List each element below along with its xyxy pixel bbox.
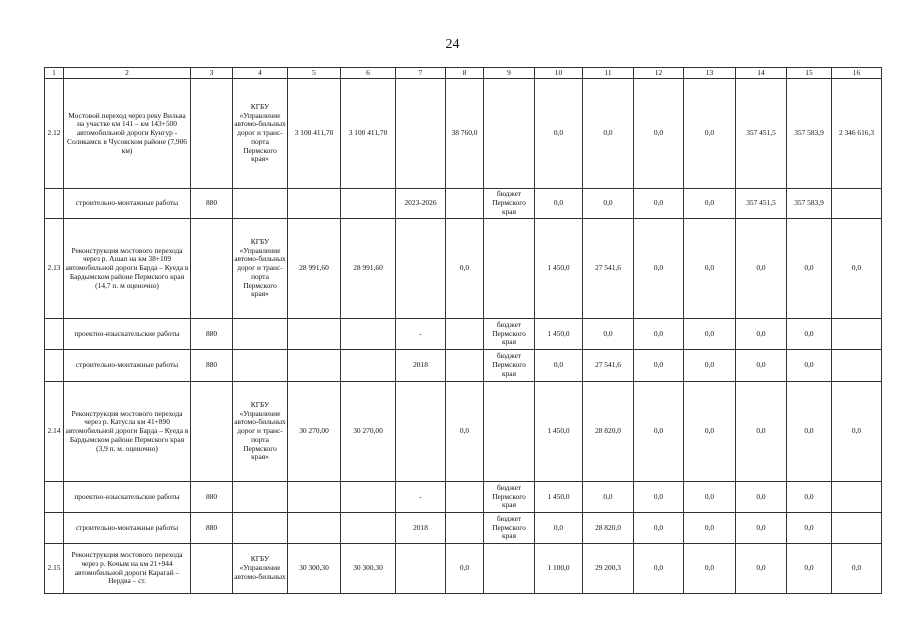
customer-cell: КГБУ «Управление автомо-бильных дорог и транс-порта Пермского края» — [233, 382, 288, 482]
amount-cell: 1 100,0 — [535, 544, 583, 594]
period-cell: 2023-2026 — [396, 189, 446, 219]
amount-cell: 0,0 — [832, 219, 882, 319]
object-name-cell: Мостовой переход через реку Вильва на участке км 141 – км 143+500 автомобильной дороги Кунгур - Соликамск в Чусовском районе (7,906 км) — [64, 79, 191, 189]
amount-cell: 0,0 — [736, 319, 787, 350]
amount-cell — [288, 482, 341, 513]
amount-cell: 0,0 — [535, 513, 583, 544]
amount-cell: 28 991,60 — [341, 219, 396, 319]
amount-cell: 0,0 — [684, 350, 736, 382]
amount-cell: 0,0 — [832, 544, 882, 594]
amount-cell: 0,0 — [446, 382, 484, 482]
amount-cell: 0,0 — [832, 382, 882, 482]
amount-cell: 0,0 — [684, 219, 736, 319]
amount-cell: 0,0 — [634, 513, 684, 544]
item-number-cell: 2.12 — [45, 79, 64, 189]
amount-cell: 0,0 — [634, 79, 684, 189]
column-number: 7 — [396, 68, 446, 79]
column-number: 2 — [64, 68, 191, 79]
amount-cell: 28 991,60 — [288, 219, 341, 319]
period-cell — [396, 79, 446, 189]
amount-cell — [446, 189, 484, 219]
amount-cell: 1 450,0 — [535, 482, 583, 513]
amount-cell: 0,0 — [634, 482, 684, 513]
amount-cell: 0,0 — [446, 544, 484, 594]
work-stage-row — [45, 319, 882, 350]
amount-cell — [341, 319, 396, 350]
amount-cell: 2 346 616,3 — [832, 79, 882, 189]
code-cell — [191, 79, 233, 189]
amount-cell: 38 760,0 — [446, 79, 484, 189]
amount-cell: 0,0 — [634, 544, 684, 594]
amount-cell: 0,0 — [684, 382, 736, 482]
amount-cell: 0,0 — [634, 319, 684, 350]
customer-cell — [233, 189, 288, 219]
amount-cell: 357 583,9 — [787, 79, 832, 189]
amount-cell: 0,0 — [787, 382, 832, 482]
amount-cell: 0,0 — [634, 189, 684, 219]
amount-cell: 0,0 — [736, 350, 787, 382]
amount-cell — [832, 482, 882, 513]
code-cell: 880 — [191, 319, 233, 350]
funding-source-cell: бюджет Пермского края — [484, 350, 535, 382]
amount-cell — [832, 319, 882, 350]
column-number: 10 — [535, 68, 583, 79]
amount-cell — [288, 319, 341, 350]
amount-cell: 0,0 — [446, 219, 484, 319]
amount-cell: 28 820,0 — [583, 382, 634, 482]
amount-cell — [832, 189, 882, 219]
work-type-cell: проектно-изыскательские работы — [64, 319, 191, 350]
funding-source-cell: бюджет Пермского края — [484, 189, 535, 219]
amount-cell: 1 450,0 — [535, 319, 583, 350]
code-cell: 880 — [191, 189, 233, 219]
amount-cell: 0,0 — [787, 544, 832, 594]
funding-source-cell: бюджет Пермского края — [484, 513, 535, 544]
amount-cell: 1 450,0 — [535, 219, 583, 319]
work-stage-row — [45, 350, 882, 382]
funding-source-cell: бюджет Пермского края — [484, 319, 535, 350]
amount-cell: 0,0 — [736, 482, 787, 513]
item-number-cell — [45, 189, 64, 219]
column-number: 13 — [684, 68, 736, 79]
amount-cell — [288, 513, 341, 544]
column-number: 3 — [191, 68, 233, 79]
column-number: 11 — [583, 68, 634, 79]
amount-cell — [446, 319, 484, 350]
code-cell: 880 — [191, 513, 233, 544]
period-cell — [396, 382, 446, 482]
page-number: 24 — [445, 37, 460, 52]
amount-cell: 357 583,9 — [787, 189, 832, 219]
work-stage-row — [45, 189, 882, 219]
period-cell: 2018 — [396, 513, 446, 544]
column-number: 5 — [288, 68, 341, 79]
work-type-cell: строительно-монтажные работы — [64, 350, 191, 382]
amount-cell: 0,0 — [535, 189, 583, 219]
amount-cell — [341, 513, 396, 544]
object-name-cell: Реконструкция мостового перехода через р. Ашап на км 38+109 автомобильной дороги Барда – Куеда в Бардымском районе Пермского края (14,7 п. м оценочно) — [64, 219, 191, 319]
column-number: 4 — [233, 68, 288, 79]
work-type-cell: проектно-изыскательские работы — [64, 482, 191, 513]
code-cell — [191, 544, 233, 594]
investment-table — [44, 67, 882, 594]
amount-cell: 0,0 — [684, 482, 736, 513]
item-number-cell — [45, 482, 64, 513]
funding-source-cell — [484, 544, 535, 594]
project-row — [45, 544, 882, 594]
amount-cell: 0,0 — [684, 513, 736, 544]
customer-cell — [233, 482, 288, 513]
amount-cell: 0,0 — [684, 544, 736, 594]
column-number: 8 — [446, 68, 484, 79]
amount-cell: 0,0 — [684, 319, 736, 350]
amount-cell — [832, 350, 882, 382]
amount-cell — [288, 189, 341, 219]
column-number: 14 — [736, 68, 787, 79]
work-stage-row — [45, 482, 882, 513]
amount-cell — [341, 482, 396, 513]
amount-cell: 0,0 — [787, 482, 832, 513]
object-name-cell: Реконструкция мостового перехода через р. Кочым на км 21+944 автомобильной дороги Карагай – Нердва – ст. — [64, 544, 191, 594]
amount-cell: 29 200,3 — [583, 544, 634, 594]
amount-cell: 0,0 — [787, 513, 832, 544]
customer-cell — [233, 319, 288, 350]
amount-cell: 0,0 — [736, 382, 787, 482]
amount-cell: 0,0 — [736, 544, 787, 594]
amount-cell — [446, 482, 484, 513]
amount-cell: 0,0 — [634, 219, 684, 319]
work-stage-row — [45, 513, 882, 544]
item-number-cell — [45, 319, 64, 350]
period-cell — [396, 544, 446, 594]
amount-cell: 30 270,00 — [341, 382, 396, 482]
column-number: 16 — [832, 68, 882, 79]
period-cell — [396, 219, 446, 319]
amount-cell: 0,0 — [535, 79, 583, 189]
amount-cell: 30 300,30 — [341, 544, 396, 594]
item-number-cell — [45, 513, 64, 544]
amount-cell — [341, 350, 396, 382]
customer-cell: КГБУ «Управление автомо-бильных дорог и транс-порта Пермского края» — [233, 79, 288, 189]
column-number: 15 — [787, 68, 832, 79]
amount-cell: 0,0 — [583, 482, 634, 513]
item-number-cell: 2.15 — [45, 544, 64, 594]
item-number-cell: 2.14 — [45, 382, 64, 482]
work-type-cell: строительно-монтажные работы — [64, 189, 191, 219]
amount-cell: 1 450,0 — [535, 382, 583, 482]
amount-cell: 0,0 — [634, 382, 684, 482]
amount-cell: 27 541,6 — [583, 350, 634, 382]
amount-cell: 3 100 411,70 — [341, 79, 396, 189]
period-cell: - — [396, 482, 446, 513]
amount-cell: 3 100 411,70 — [288, 79, 341, 189]
period-cell: - — [396, 319, 446, 350]
amount-cell: 30 300,30 — [288, 544, 341, 594]
amount-cell: 0,0 — [684, 79, 736, 189]
amount-cell: 0,0 — [736, 219, 787, 319]
funding-source-cell — [484, 79, 535, 189]
amount-cell — [446, 513, 484, 544]
funding-source-cell — [484, 382, 535, 482]
amount-cell: 0,0 — [736, 513, 787, 544]
customer-cell — [233, 350, 288, 382]
column-number: 9 — [484, 68, 535, 79]
item-number-cell: 2.13 — [45, 219, 64, 319]
column-number: 6 — [341, 68, 396, 79]
code-cell — [191, 382, 233, 482]
amount-cell — [832, 513, 882, 544]
code-cell: 880 — [191, 350, 233, 382]
amount-cell: 0,0 — [634, 350, 684, 382]
object-name-cell: Реконструкция мостового перехода через р. Катусла км 41+890 автомобильной дороги Барда – Куеда в Бардымском районе Пермского края (3,9 п. м. оценочно) — [64, 382, 191, 482]
code-cell — [191, 219, 233, 319]
column-number-row — [45, 68, 882, 79]
funding-source-cell — [484, 219, 535, 319]
amount-cell: 30 270,00 — [288, 382, 341, 482]
column-number: 1 — [45, 68, 64, 79]
period-cell: 2018 — [396, 350, 446, 382]
amount-cell: 0,0 — [787, 319, 832, 350]
project-row — [45, 219, 882, 319]
customer-cell — [233, 513, 288, 544]
amount-cell: 0,0 — [535, 350, 583, 382]
amount-cell: 0,0 — [583, 189, 634, 219]
column-number: 12 — [634, 68, 684, 79]
amount-cell: 0,0 — [583, 79, 634, 189]
amount-cell: 0,0 — [787, 350, 832, 382]
amount-cell: 357 451,5 — [736, 189, 787, 219]
amount-cell: 0,0 — [787, 219, 832, 319]
amount-cell: 28 820,0 — [583, 513, 634, 544]
amount-cell: 0,0 — [684, 189, 736, 219]
amount-cell: 0,0 — [583, 319, 634, 350]
funding-source-cell: бюджет Пермского края — [484, 482, 535, 513]
customer-cell: КГБУ «Управление автомо-бильных дорог и транс-порта Пермского края» — [233, 219, 288, 319]
project-row — [45, 382, 882, 482]
amount-cell: 27 541,6 — [583, 219, 634, 319]
customer-cell: КГБУ «Управление автомо-бильных — [233, 544, 288, 594]
code-cell: 880 — [191, 482, 233, 513]
amount-cell — [341, 189, 396, 219]
work-type-cell: строительно-монтажные работы — [64, 513, 191, 544]
project-row — [45, 79, 882, 189]
item-number-cell — [45, 350, 64, 382]
amount-cell — [288, 350, 341, 382]
amount-cell: 357 451,5 — [736, 79, 787, 189]
amount-cell — [446, 350, 484, 382]
